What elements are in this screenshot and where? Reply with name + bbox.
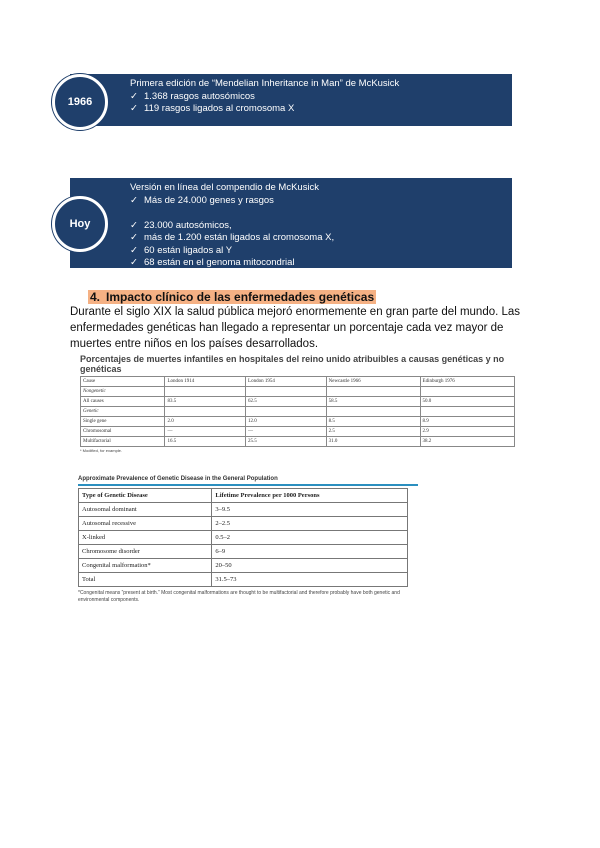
table-header-row [79, 489, 408, 503]
year-label: Hoy [69, 218, 91, 230]
check-icon: ✓ [130, 219, 138, 231]
year-badge-hoy [52, 196, 108, 252]
section-number: 4. [90, 290, 101, 304]
box-content [130, 178, 512, 270]
table-row: Single gene 2.0 12.0 8.5 8.9 [81, 417, 515, 427]
header-cell: Cause [81, 377, 165, 387]
check-icon: ✓ [130, 244, 138, 256]
table-header-row [81, 377, 515, 387]
table-row: Congenital malformation* 20–50 [79, 559, 408, 573]
figure-title: Porcentajes de muertes infantiles en hospitales del reino unido atribuibles a causas genéticas y no genéticas [80, 354, 505, 374]
table-row: Nongenetic [81, 387, 515, 397]
box-content [130, 74, 512, 116]
section-paragraph: Durante el siglo XIX la salud pública mejoró enormemente en gran parte del mundo. Las enfermedades genéticas han llegado a representar un porcentaje cada vez mayor de muertes entre niños en los países desarrollados. [70, 306, 521, 350]
table-row: Autosomal dominant 3–9.5 [79, 503, 408, 517]
table-footnote: *Congenital means “present at birth.” Most congenital malformations are thought to be multifactorial and therefore probably have both genetic and environmental components. [78, 590, 400, 603]
table-row: Chromosomal — — 2.5 2.9 [81, 427, 515, 437]
list-item: ✓ 119 rasgos ligados al cromosoma X [130, 103, 295, 114]
table-footnote: * Modified, for example. [80, 448, 123, 453]
timeline-box-hoy [70, 178, 512, 268]
table-row: Total 31.5–73 [79, 573, 408, 587]
prevalence-figure [78, 476, 418, 604]
header-cell: London 1954 [246, 377, 327, 387]
infant-deaths-table [80, 376, 515, 447]
timeline-box-1966 [67, 74, 512, 126]
prevalence-table [78, 488, 408, 587]
header-cell: Type of Genetic Disease [79, 489, 212, 503]
table-row: Autosomal recessive 2–2.5 [79, 517, 408, 531]
table-row: Chromosome disorder 6–9 [79, 545, 408, 559]
table-row: Genetic [81, 407, 515, 417]
check-icon: ✓ [130, 194, 138, 206]
figure-title: Approximate Prevalence of Genetic Disease in the General Population [78, 476, 418, 486]
header-cell: Edinburgh 1976 [420, 377, 514, 387]
box-title: Primera edición de “Mendelian Inheritance in Man” de McKusick [130, 78, 400, 89]
list-item: ✓ más de 1.200 están ligados al cromosoma X, [130, 232, 335, 243]
table-row: Multifactorial 16.5 25.5 31.0 38.2 [81, 437, 515, 447]
check-icon: ✓ [130, 232, 138, 243]
check-icon: ✓ [130, 103, 138, 114]
year-label: 1966 [67, 96, 93, 108]
header-cell: Newcastle 1966 [326, 377, 420, 387]
list-item: ✓ 23.000 autosómicos, [130, 219, 232, 231]
table-row: X-linked 0.5–2 [79, 531, 408, 545]
check-icon: ✓ [130, 257, 138, 268]
section-title: Impacto clínico de las enfermedades genéticas [106, 290, 375, 304]
year-badge-1966 [52, 74, 108, 130]
infant-deaths-figure [80, 354, 520, 453]
list-item: ✓ 1.368 rasgos autosómicos [130, 90, 255, 102]
list-item: ✓ 60 están ligados al Y [130, 244, 233, 256]
header-cell: Lifetime Prevalence per 1000 Persons [212, 489, 408, 503]
section-heading [88, 290, 376, 304]
table-row: All causes 83.5 62.5 58.5 50.0 [81, 397, 515, 407]
list-item: ✓ Más de 24.000 genes y rasgos [130, 194, 274, 206]
header-cell: London 1914 [165, 377, 246, 387]
list-item: ✓ 68 están en el genoma mitocondrial [130, 257, 295, 268]
check-icon: ✓ [130, 90, 138, 102]
list-spacer [130, 207, 512, 220]
box-title: Versión en línea del compendio de McKusick [130, 182, 320, 193]
